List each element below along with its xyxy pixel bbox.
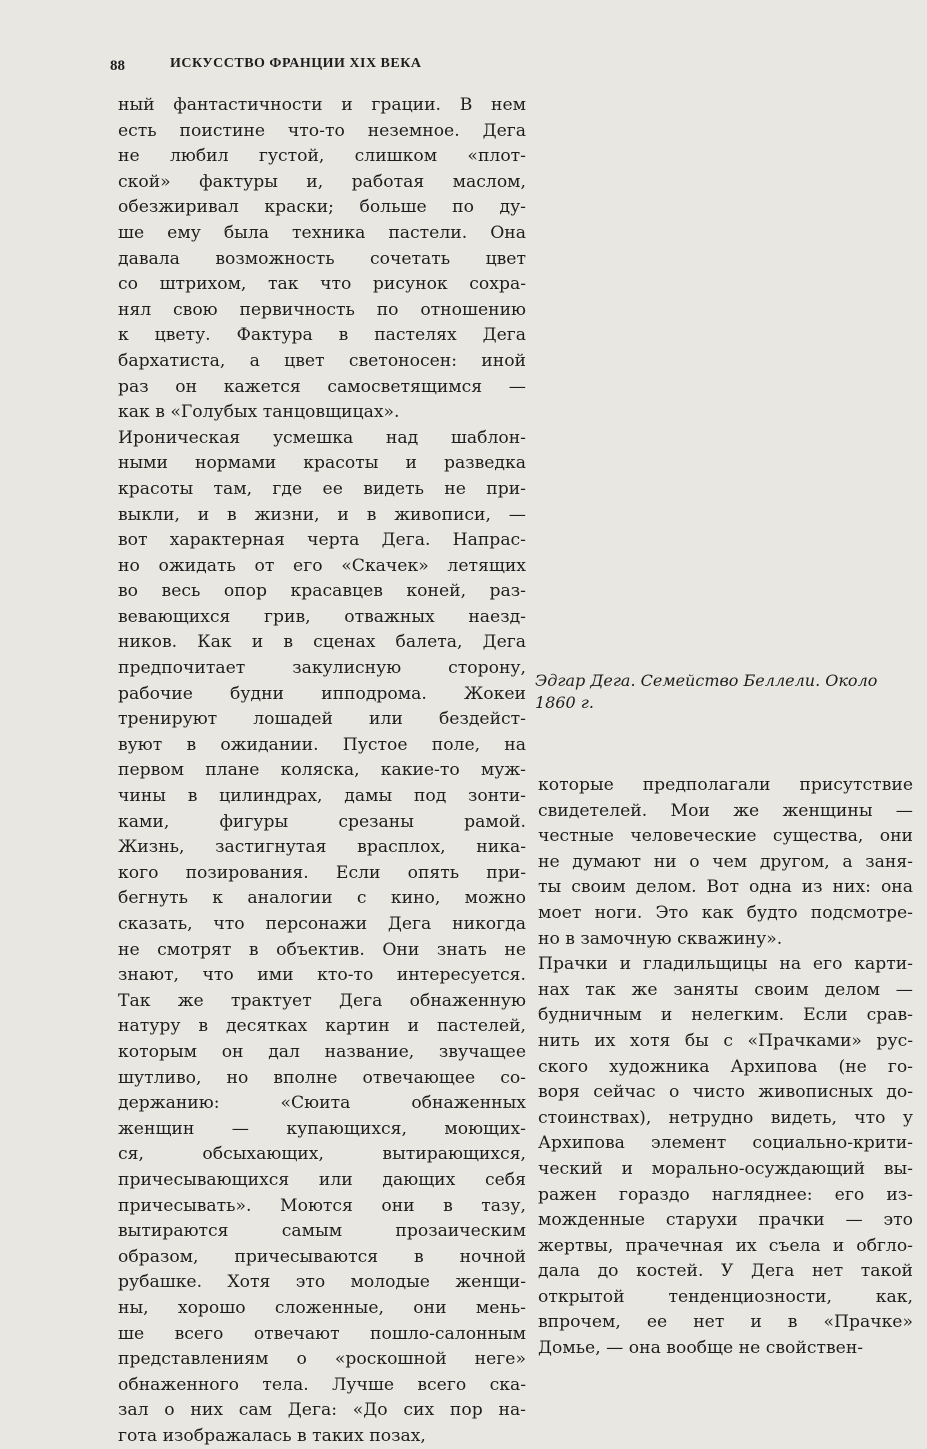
- text-line: которые предполагали присутствие: [538, 775, 913, 795]
- text-line: ты своим делом. Вот одна из них: она: [538, 877, 913, 898]
- text-line: предпочитает закулисную сторону,: [118, 658, 526, 679]
- text-line: вот характерная черта Дега. Напрас-: [118, 530, 526, 551]
- text-line: ше всего отвечают пошло-салонным: [118, 1323, 526, 1344]
- text-line: причесывать». Моются они в тазу,: [118, 1195, 526, 1216]
- text-line: открытой тенденциозности, как,: [538, 1286, 913, 1307]
- text-line: рабочие будни ипподрома. Жокеи: [118, 683, 526, 704]
- text-line: чины в цилиндрах, дамы под зонти-: [118, 786, 526, 807]
- text-line: не любил густой, слишком «плот-: [118, 146, 526, 167]
- text-line: обнаженного тела. Лучше всего ска-: [118, 1374, 526, 1395]
- text-line: нял свою первичность по отношению: [118, 299, 526, 320]
- running-title: ИСКУССТВО ФРАНЦИИ XIX ВЕКА: [170, 56, 422, 71]
- text-line: Ироническая усмешка над шаблон-: [118, 427, 526, 448]
- figure-caption: [535, 670, 905, 714]
- text-line: бархатиста, а цвет светоносен: иной: [118, 350, 526, 371]
- text-line: нить их хотя бы с «Прачками» рус-: [538, 1030, 913, 1051]
- right-text-column: [538, 773, 913, 1362]
- text-line: не смотрят в объектив. Они знать не: [118, 939, 526, 960]
- text-line: знают, что ими кто-то интересуется.: [118, 965, 526, 986]
- text-line: ской» фактуры и, работая маслом,: [118, 171, 526, 192]
- text-line: Архипова элемент социально-крити-: [538, 1133, 913, 1154]
- text-line: но ожидать от его «Скачек» летящих: [118, 555, 526, 576]
- text-line: тренируют лошадей или бездейст-: [118, 709, 526, 730]
- text-line: вуют в ожидании. Пустое поле, на: [118, 734, 526, 755]
- text-line: раз он кажется самосветящимся —: [118, 376, 526, 397]
- text-line: Эдгар Дега. Семейство Беллели. Около: [535, 671, 878, 690]
- text-line: Так же трактует Дега обнаженную: [118, 990, 526, 1011]
- text-line: обезжиривал краски; больше по ду-: [118, 197, 526, 218]
- text-line: Жизнь, застигнутая врасплох, ника-: [118, 837, 526, 858]
- text-line: есть поистине что-то неземное. Дега: [118, 120, 526, 141]
- text-line: ся, обсыхающих, вытирающихся,: [118, 1144, 526, 1165]
- text-line: сказать, что персонажи Дега никогда: [118, 914, 526, 934]
- text-line: бегнуть к аналогии с кино, можно: [118, 888, 526, 909]
- text-line: нах так же заняты своим делом —: [538, 979, 913, 1000]
- text-line: первом плане коляска, какие-то муж-: [118, 760, 526, 781]
- text-line: можденные старухи прачки — это: [538, 1210, 913, 1231]
- text-line: выкли, и в жизни, и в живописи, —: [118, 504, 526, 525]
- page-number: 88: [110, 58, 125, 74]
- text-line: рубашке. Хотя это молодые женщи-: [118, 1272, 526, 1293]
- text-line: моет ноги. Это как будто подсмотре-: [538, 902, 913, 923]
- text-line: к цвету. Фактура в пастелях Дега: [118, 325, 526, 346]
- illustration-area: [538, 90, 908, 660]
- text-line: во весь опор красавцев коней, раз-: [118, 581, 526, 602]
- text-line: ный фантастичности и грации. В нем: [118, 95, 526, 115]
- text-line: вытираются самым прозаическим: [118, 1221, 526, 1242]
- text-line: ческий и морально-осуждающий вы-: [538, 1158, 913, 1179]
- text-line: ражен гораздо нагляднее: его из-: [538, 1184, 913, 1205]
- text-line: женщин — купающихся, моющих-: [118, 1118, 526, 1139]
- text-line: Домье, — она вообще не свойствен-: [538, 1338, 864, 1359]
- text-line: Прачки и гладильщицы на его карти-: [538, 954, 913, 975]
- text-line: жертвы, прачечная их съела и обгло-: [538, 1235, 913, 1256]
- text-line: ны, хорошо сложенные, они мень-: [118, 1297, 526, 1318]
- text-line: стоинствах), нетрудно видеть, что у: [538, 1107, 913, 1128]
- text-line: 1860 г.: [535, 693, 594, 712]
- text-line: со штрихом, так что рисунок сохра-: [118, 274, 526, 295]
- text-line: честные человеческие существа, они: [538, 826, 913, 847]
- text-line: ками, фигуры срезаны рамой.: [118, 811, 526, 832]
- text-line: зал о них сам Дега: «До сих пор на-: [118, 1400, 526, 1421]
- text-line: представлениям о «роскошной неге»: [118, 1349, 526, 1370]
- text-line: образом, причесываются в ночной: [118, 1246, 526, 1267]
- text-line: гота изображалась в таких позах,: [118, 1425, 426, 1446]
- text-line: держанию: «Сюита обнаженных: [118, 1093, 526, 1114]
- text-line: которым он дал название, звучащее: [118, 1041, 526, 1062]
- text-line: как в «Голубых танцовщицах».: [118, 402, 400, 423]
- left-text-column: [118, 93, 526, 1449]
- text-line: дала до костей. У Дега нет такой: [538, 1261, 913, 1282]
- text-line: ского художника Архипова (не го-: [538, 1056, 913, 1077]
- text-line: красоты там, где ее видеть не при-: [118, 478, 526, 499]
- text-line: будничным и нелегким. Если срав-: [538, 1005, 913, 1026]
- text-line: но в замочную скважину».: [538, 928, 783, 949]
- text-line: ников. Как и в сценах балета, Дега: [118, 632, 526, 653]
- text-line: ше ему была техника пастели. Она: [118, 222, 526, 243]
- text-line: воря сейчас о чисто живописных до-: [538, 1082, 913, 1103]
- text-line: шутливо, но вполне отвечающее со-: [118, 1067, 526, 1088]
- text-line: давала возможность сочетать цвет: [118, 248, 526, 269]
- text-line: не думают ни о чем другом, а заня-: [538, 851, 913, 872]
- text-line: кого позирования. Если опять при-: [118, 862, 526, 883]
- text-line: впрочем, ее нет и в «Прачке»: [538, 1312, 913, 1333]
- text-line: вевающихся грив, отважных наезд-: [118, 606, 526, 627]
- text-line: натуру в десятках картин и пастелей,: [118, 1016, 526, 1037]
- text-line: ными нормами красоты и разведка: [118, 453, 526, 474]
- text-line: свидетелей. Мои же женщины —: [538, 800, 913, 821]
- text-line: причесывающихся или дающих себя: [118, 1169, 526, 1190]
